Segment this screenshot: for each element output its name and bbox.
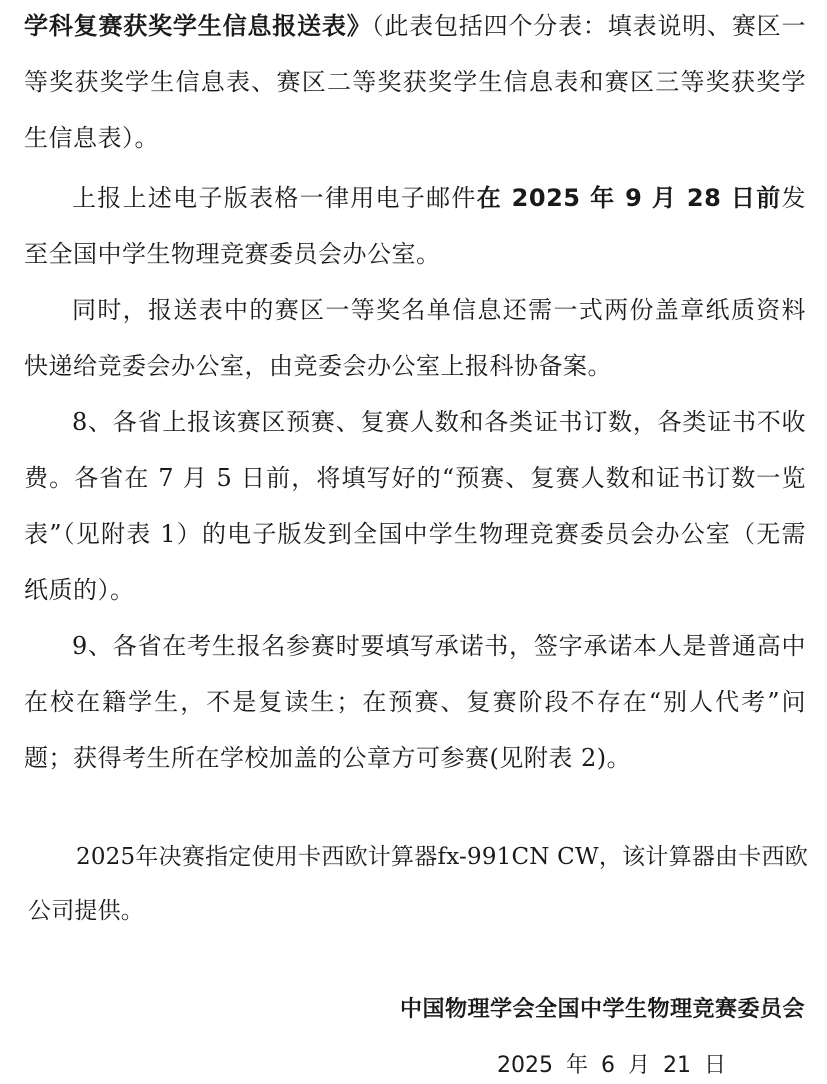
item-8-text: 8、各省上报该赛区预赛、复赛人数和各类证书订数，各类证书不收费。各省在 7 月 5 日前，将填写好的“预赛、复赛人数和证书订数一览表”（见附表 1）的电子版发到全国中学生物理竞赛委员会办公室（无需纸质的）。 — [24, 408, 806, 604]
issuing-organization: 中国物理学会全国中学生物理竞赛委员会 — [399, 997, 805, 1022]
paragraph-calculator-notice — [28, 830, 808, 938]
issue-date: 2025 年 6 月 21 日 — [497, 1053, 726, 1078]
form-title-fragment: 学科复赛获奖学生信息报送表》 — [24, 12, 372, 40]
paragraph-item-8-certificates — [24, 394, 806, 618]
email-deadline-date: 在 2025 年 9 月 28 日前 — [476, 184, 782, 212]
paragraph-paper-copies — [24, 282, 806, 394]
email-deadline-text-before: 上报上述电子版表格一律用电子邮件 — [72, 184, 477, 212]
form-description-text: （此表包括四个分表：填表说明、赛区一等奖获奖学生信息表、赛区二等奖获奖学生信息表和赛区三等奖获奖学生信息表）。 — [24, 12, 806, 152]
email-deadline-text-after: 发至全国中学生物理竞赛委员会办公室。 — [24, 184, 807, 268]
calculator-notice-text: 2025年决赛指定使用卡西欧计算器fx-991CN CW，该计算器由卡西欧公司提供。 — [28, 844, 808, 924]
item-9-text: 9、各省在考生报名参赛时要填写承诺书，签字承诺本人是普通高中在校在籍学生，不是复读生；在预赛、复赛阶段不存在“别人代考”问题；获得考生所在学校加盖的公章方可参赛(见附表 2)。 — [24, 632, 806, 772]
paper-copies-text: 同时，报送表中的赛区一等奖名单信息还需一式两份盖章纸质资料快递给竞委会办公室，由竞委会办公室上报科协备案。 — [24, 296, 806, 380]
paragraph-item-9-commitment — [24, 618, 806, 786]
paragraph-report-form-description — [24, 0, 806, 166]
paragraph-email-deadline — [24, 170, 806, 282]
